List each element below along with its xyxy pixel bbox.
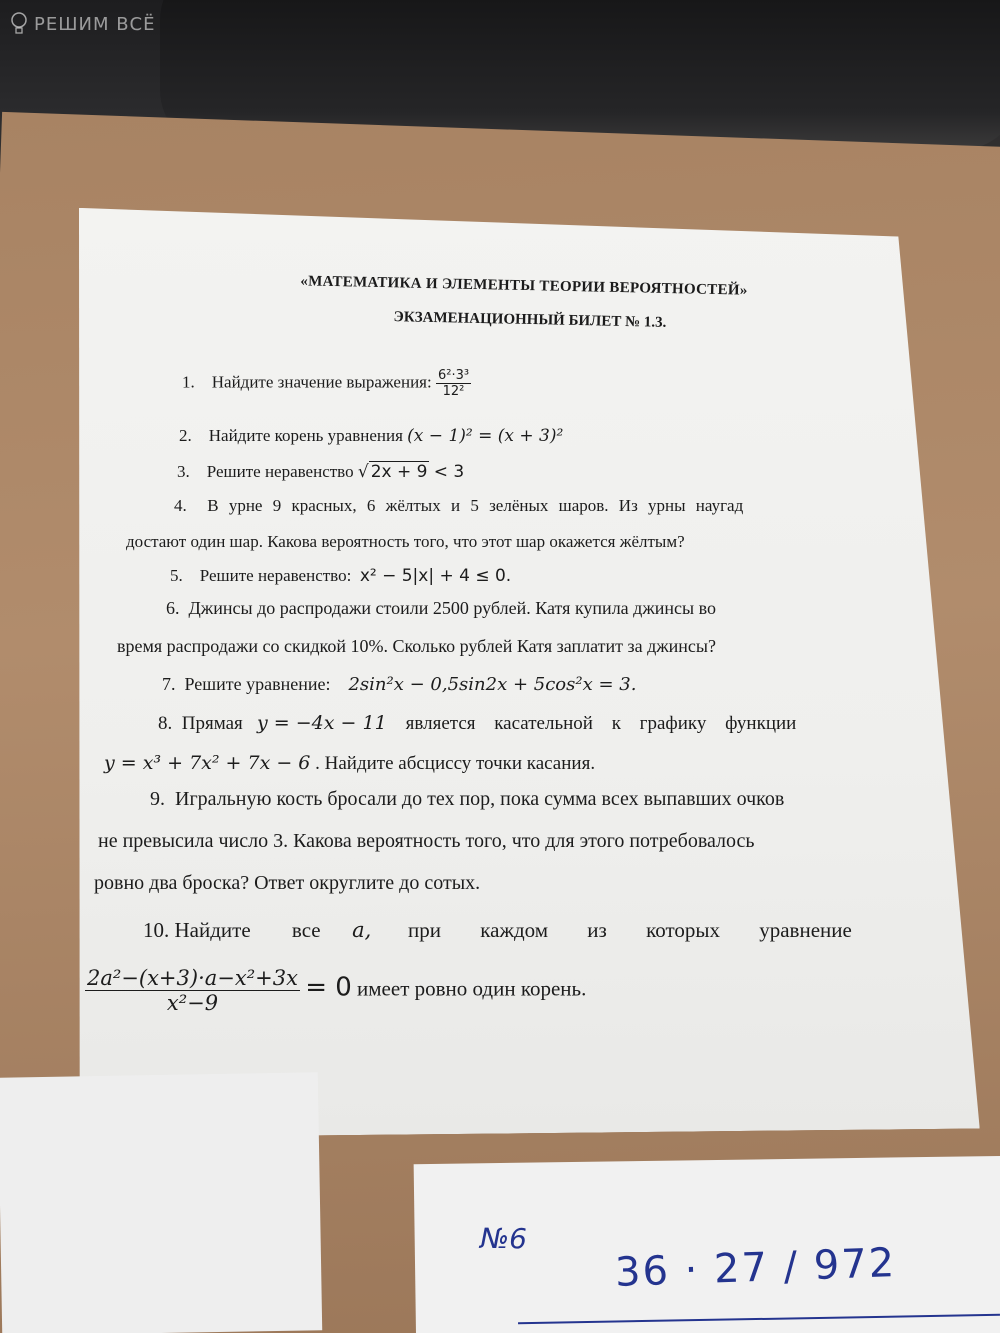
watermark-text: РЕШИМ ВСЁ <box>34 13 156 35</box>
question-text: Прямая <box>181 713 243 734</box>
sqrt-expression: 2x + 9 <box>370 462 428 482</box>
question-text: Решите уравнение: <box>184 674 331 694</box>
fraction <box>436 368 471 399</box>
question-10-equation <box>85 966 586 1015</box>
question-text: Найдите значение выражения: <box>211 372 432 392</box>
question-line-1: Игральную кость бросали до тех пор, пока сумма всех выпавших очков <box>175 788 785 810</box>
question-3: 3. Решите неравенство √ 2x + 9 < 3 <box>177 462 465 482</box>
handwritten-answer: 36 · 27 / 972 <box>614 1240 897 1296</box>
fraction-denominator: 12² <box>442 384 465 399</box>
inequality: x² − 5|x| + 4 ≤ 0. <box>359 566 512 586</box>
question-number: 7. <box>162 674 176 694</box>
question-8-line-2 <box>104 752 595 775</box>
question-9 <box>150 788 784 811</box>
question-7 <box>162 674 636 695</box>
question-number: 5. <box>170 566 183 585</box>
question-8 <box>158 712 796 735</box>
equation: (x − 1)² = (x + 3)² <box>407 426 564 446</box>
ticket-title: «МАТЕМАТИКА И ЭЛЕМЕНТЫ ТЕОРИИ ВЕРОЯТНОСТЕЙ» <box>300 273 748 299</box>
second-sheet <box>0 1072 322 1333</box>
question-text: Найдите все <box>174 918 321 942</box>
lightbulb-icon <box>10 12 28 36</box>
question-number: 2. <box>179 426 192 445</box>
question-9-line-3: ровно два броска? Ответ округлите до сотых. <box>94 872 481 894</box>
inequality-tail: < 3 <box>433 462 465 482</box>
question-1 <box>182 368 471 399</box>
question-number: 9. <box>150 788 165 810</box>
question-number: 6. <box>166 598 180 618</box>
question-6-line-2: время распродажи со скидкой 10%. Сколько рублей Катя заплатит за джинсы? <box>117 636 717 656</box>
question-number: 1. <box>182 372 195 392</box>
ticket-subtitle: ЭКЗАМЕНАЦИОННЫЙ БИЛЕТ № 1.3. <box>393 309 667 331</box>
fraction-numerator: 2a²−(x+3)·a−x²+3x <box>87 966 298 990</box>
function-equation: y = x³ + 7x² + 7x − 6 <box>104 752 311 774</box>
question-number: 4. <box>174 496 187 515</box>
question-line-1: Джинсы до распродажи стоили 2500 рублей. Катя купила джинсы во <box>188 598 716 618</box>
variable-a: a, <box>352 918 372 942</box>
question-2 <box>179 426 563 446</box>
fraction-numerator: 6²·3³ <box>437 368 470 383</box>
question-text-2: является касательной к графику функции <box>405 713 797 734</box>
watermark <box>10 12 155 36</box>
question-number: 10. <box>143 918 170 942</box>
question-5 <box>170 566 511 586</box>
fraction-denominator: x²−9 <box>166 991 219 1015</box>
question-text: Решите неравенство: <box>199 566 352 585</box>
fraction <box>85 966 300 1015</box>
question-6 <box>166 598 716 619</box>
question-line-1: В урне 9 красных, 6 жёлтых и 5 зелёных шаров. Из урны наугад <box>207 496 744 515</box>
question-9-line-2: не превысила число 3. Какова вероятность того, что для этого потребовалось <box>98 830 755 852</box>
question-4-line-2: достают один шар. Какова вероятность того, что этот шар окажется жёлтым? <box>126 532 685 551</box>
handwritten-mark: №6 <box>480 1222 527 1255</box>
question-tail: имеет ровно один корень. <box>357 976 587 1001</box>
question-text: Решите неравенство <box>206 462 354 481</box>
equals-zero: = 0 <box>305 972 352 1003</box>
question-text: Найдите корень уравнения <box>208 426 403 445</box>
question-text-2: при каждом из которых уравнение <box>408 918 852 942</box>
question-number: 3. <box>177 462 190 481</box>
line-equation: y = −4x − 11 <box>257 712 387 734</box>
question-10 <box>143 918 852 943</box>
question-4 <box>174 496 743 516</box>
question-number: 8. <box>158 713 173 734</box>
equation: 2sin²x − 0,5sin2x + 5cos²x = 3. <box>348 674 637 695</box>
question-line-2: . Найдите абсциссу точки касания. <box>315 753 596 774</box>
